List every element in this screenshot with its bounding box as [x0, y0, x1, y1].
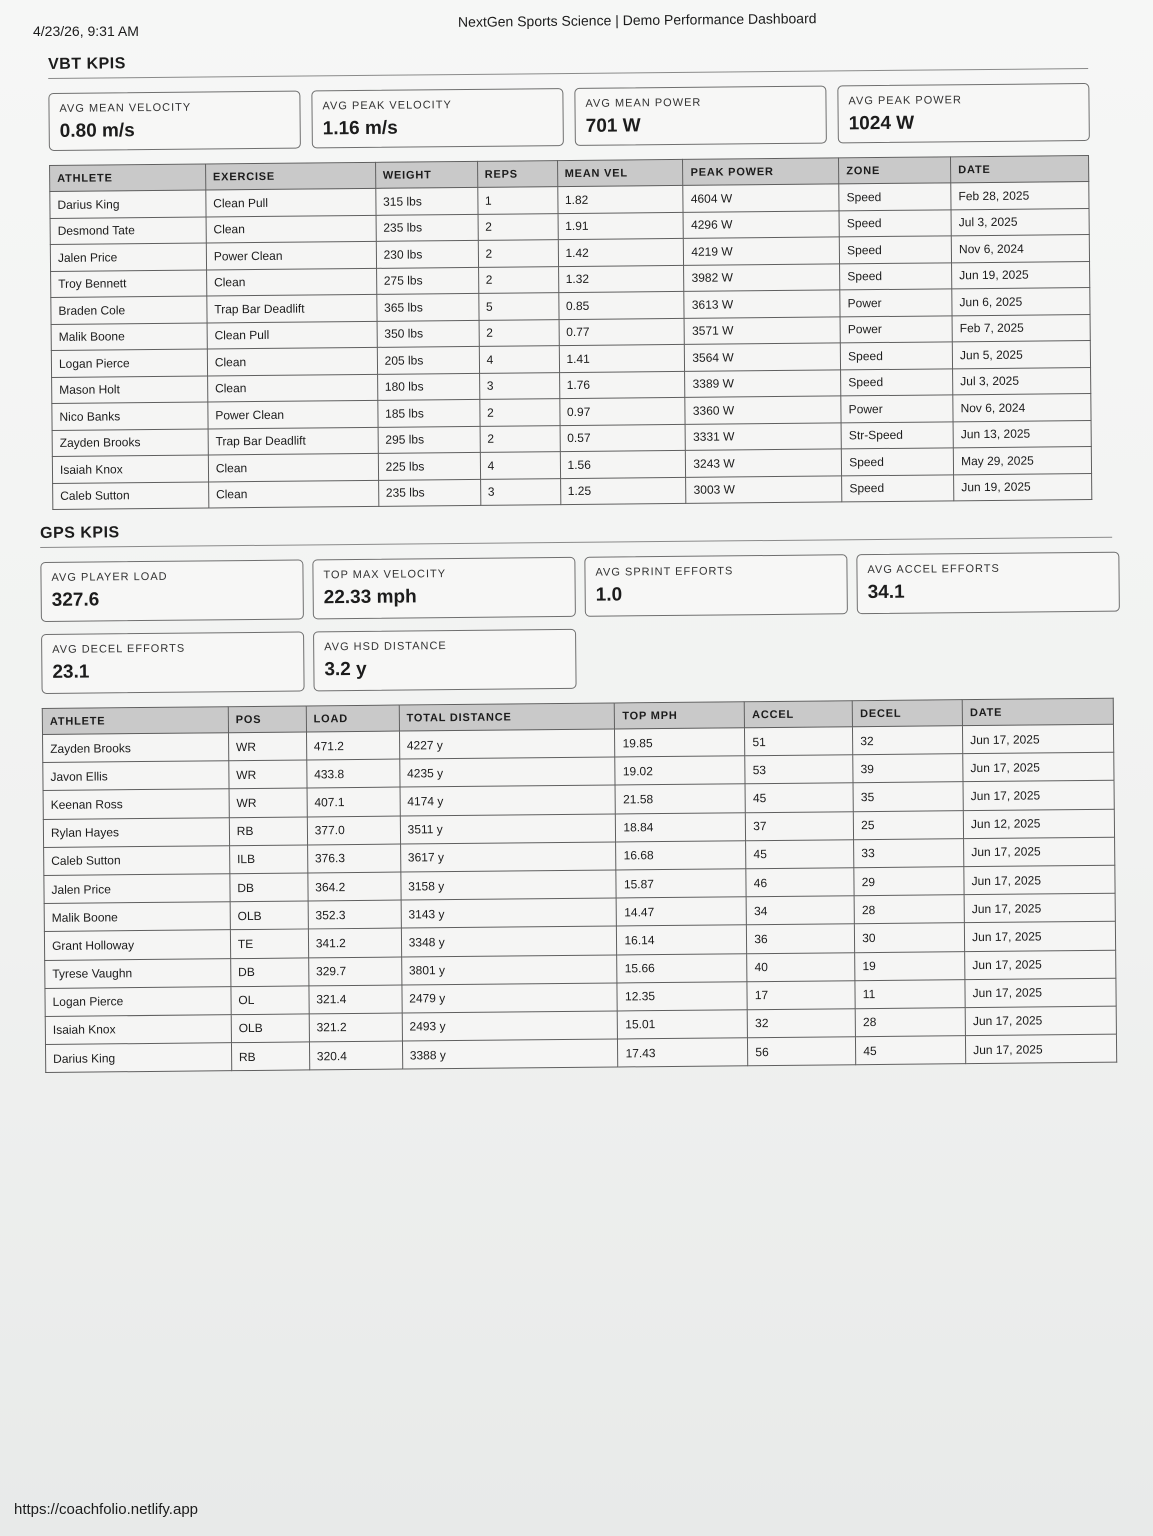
- kpi-value: 23.1: [52, 661, 90, 683]
- column-header: ATHLETE: [50, 164, 206, 191]
- table-cell: 19.02: [615, 756, 745, 785]
- table-cell: Str-Speed: [841, 421, 953, 449]
- table-cell: Logan Pierce: [51, 349, 207, 377]
- gps-kpi-card: [313, 629, 577, 692]
- column-header: REPS: [477, 161, 557, 188]
- table-cell: 1.76: [559, 371, 685, 399]
- table-cell: 352.3: [308, 900, 401, 929]
- gps-kpi-card: [40, 559, 304, 622]
- table-cell: TE: [230, 929, 308, 958]
- table-cell: 0.77: [559, 318, 685, 346]
- table-cell: WR: [229, 788, 307, 817]
- table-cell: 3143 y: [401, 898, 617, 928]
- table-cell: Desmond Tate: [50, 216, 206, 244]
- table-cell: 56: [748, 1037, 856, 1066]
- table-cell: Logan Pierce: [45, 986, 231, 1016]
- table-cell: RB: [229, 817, 307, 846]
- table-cell: Clean Pull: [207, 321, 377, 349]
- table-cell: 471.2: [306, 731, 399, 760]
- table-cell: 32: [853, 726, 963, 755]
- table-cell: 2: [479, 319, 559, 346]
- table-cell: Nov 6, 2024: [951, 235, 1089, 263]
- table-cell: 2: [478, 266, 558, 293]
- table-cell: 365 lbs: [376, 293, 478, 320]
- table-cell: 14.47: [617, 897, 747, 926]
- table-cell: Trap Bar Deadlift: [207, 294, 377, 322]
- table-cell: Isaiah Knox: [45, 1015, 231, 1045]
- table-cell: Power Clean: [206, 241, 376, 269]
- table-cell: Nico Banks: [52, 402, 208, 430]
- table-cell: Jun 13, 2025: [953, 420, 1091, 448]
- table-cell: 53: [745, 755, 853, 784]
- table-cell: 3158 y: [401, 870, 617, 900]
- table-cell: Keenan Ross: [43, 789, 229, 819]
- table-cell: Clean: [208, 480, 378, 508]
- table-cell: Tyrese Vaughn: [45, 958, 231, 988]
- table-cell: 40: [747, 952, 855, 981]
- column-header: ZONE: [839, 157, 951, 184]
- table-cell: 3982 W: [684, 263, 840, 291]
- table-cell: Malik Boone: [44, 902, 230, 932]
- table-cell: Malik Boone: [51, 322, 207, 350]
- table-cell: Javon Ellis: [43, 761, 229, 791]
- table-cell: 46: [746, 868, 854, 897]
- table-cell: 3389 W: [685, 369, 841, 397]
- kpi-label: AVG PLAYER LOAD: [51, 570, 168, 584]
- table-cell: Power Clean: [208, 400, 378, 428]
- table-cell: 29: [854, 867, 964, 896]
- table-cell: Clean Pull: [206, 188, 376, 216]
- table-cell: 4219 W: [684, 237, 840, 265]
- table-cell: 1.25: [560, 477, 686, 505]
- table-cell: 18.84: [616, 812, 746, 841]
- vbt-kpi-card: [311, 88, 564, 148]
- table-cell: Speed: [839, 183, 951, 211]
- table-cell: Jun 17, 2025: [964, 893, 1115, 923]
- table-cell: 2493 y: [402, 1011, 618, 1041]
- column-header: TOP MPH: [615, 702, 745, 729]
- table-cell: 180 lbs: [377, 373, 479, 400]
- table-cell: 2479 y: [402, 983, 618, 1013]
- table-cell: DB: [230, 957, 308, 986]
- gps-kpi-card: [856, 552, 1120, 615]
- table-cell: 3: [480, 478, 560, 505]
- vbt-kpi-card: [574, 86, 827, 146]
- column-header: EXERCISE: [205, 162, 375, 190]
- table-cell: 341.2: [308, 928, 401, 957]
- table-cell: 295 lbs: [378, 426, 480, 453]
- column-header: LOAD: [306, 705, 399, 732]
- table-cell: 4227 y: [399, 729, 615, 759]
- table-cell: 320.4: [309, 1041, 402, 1070]
- table-cell: Zayden Brooks: [52, 428, 208, 456]
- table-cell: 407.1: [307, 787, 400, 816]
- table-cell: Jun 12, 2025: [963, 809, 1114, 839]
- table-cell: 11: [855, 979, 965, 1008]
- table-cell: 377.0: [307, 816, 400, 845]
- gps-table-body: [43, 724, 1117, 1073]
- table-cell: Rylan Hayes: [43, 817, 229, 847]
- table-cell: 2: [479, 399, 559, 426]
- table-cell: 16.68: [616, 840, 746, 869]
- table-cell: Speed: [842, 474, 954, 502]
- table-cell: 1: [477, 187, 557, 214]
- table-cell: 2: [480, 425, 560, 452]
- table-cell: 364.2: [308, 872, 401, 901]
- table-cell: Speed: [839, 236, 951, 264]
- gps-kpi-card: [312, 557, 576, 620]
- table-cell: 0.57: [560, 424, 686, 452]
- table-cell: 3564 W: [685, 343, 841, 371]
- table-cell: Jun 17, 2025: [963, 724, 1114, 754]
- table-cell: Power: [841, 395, 953, 423]
- table-cell: OLB: [230, 901, 308, 930]
- table-cell: Jalen Price: [50, 243, 206, 271]
- table-cell: 2: [478, 213, 558, 240]
- table-cell: Grant Holloway: [44, 930, 230, 960]
- table-cell: Clean: [207, 374, 377, 402]
- table-cell: 17: [747, 980, 855, 1009]
- table-cell: May 29, 2025: [953, 447, 1091, 475]
- table-cell: 12.35: [617, 981, 747, 1010]
- table-cell: 205 lbs: [377, 346, 479, 373]
- table-cell: Jun 17, 2025: [966, 1034, 1117, 1064]
- table-cell: Zayden Brooks: [43, 733, 229, 763]
- table-cell: 321.2: [309, 1013, 402, 1042]
- kpi-label: AVG DECEL EFFORTS: [52, 642, 186, 656]
- table-cell: Clean: [206, 215, 376, 243]
- table-cell: 32: [747, 1009, 855, 1038]
- table-cell: 3801 y: [401, 954, 617, 984]
- table-cell: 230 lbs: [376, 240, 478, 267]
- kpi-label: AVG ACCEL EFFORTS: [867, 562, 1000, 577]
- table-cell: Darius King: [50, 190, 206, 218]
- table-cell: 329.7: [308, 957, 401, 986]
- kpi-label: AVG MEAN VELOCITY: [59, 101, 192, 115]
- table-cell: 19: [855, 951, 965, 980]
- gps-heading: GPS KPIS: [40, 515, 1112, 548]
- vbt-kpi-grid: [48, 83, 1089, 151]
- table-cell: Isaiah Knox: [52, 455, 208, 483]
- table-cell: 4174 y: [400, 785, 616, 815]
- table-cell: 0.97: [559, 397, 685, 425]
- table-cell: 3331 W: [685, 422, 841, 450]
- table-cell: 235 lbs: [378, 479, 480, 506]
- vbt-kpi-card: [837, 83, 1090, 143]
- table-cell: Power: [840, 315, 952, 343]
- table-cell: Speed: [839, 209, 951, 237]
- table-cell: Caleb Sutton: [44, 845, 230, 875]
- column-header: POS: [228, 706, 306, 733]
- table-cell: Feb 7, 2025: [952, 314, 1090, 342]
- table-cell: 16.14: [617, 925, 747, 954]
- kpi-value: 22.33 mph: [323, 586, 417, 609]
- footer-url: https://coachfolio.netlify.app: [14, 1501, 198, 1518]
- kpi-value: 34.1: [867, 581, 905, 604]
- kpi-value: 0.80 m/s: [59, 120, 135, 142]
- table-cell: Jun 5, 2025: [952, 341, 1090, 369]
- table-cell: Caleb Sutton: [53, 481, 209, 509]
- table-cell: Braden Cole: [51, 296, 207, 324]
- table-cell: 185 lbs: [377, 399, 479, 426]
- kpi-label: AVG PEAK POWER: [848, 94, 962, 108]
- kpi-label: TOP MAX VELOCITY: [323, 568, 447, 582]
- table-cell: 4: [480, 452, 560, 479]
- table-cell: 3617 y: [400, 842, 616, 872]
- table-cell: 15.66: [617, 953, 747, 982]
- table-cell: 1.41: [559, 344, 685, 372]
- table-cell: 35: [853, 782, 963, 811]
- table-cell: 1.56: [560, 450, 686, 478]
- table-cell: 34: [746, 896, 854, 925]
- table-cell: 45: [856, 1036, 966, 1065]
- table-cell: 3243 W: [686, 449, 842, 477]
- table-cell: 25: [853, 810, 963, 839]
- table-cell: 4: [479, 346, 559, 373]
- table-cell: 28: [854, 895, 964, 924]
- table-cell: 225 lbs: [378, 452, 480, 479]
- column-header: PEAK POWER: [683, 158, 839, 185]
- kpi-value: 1.16 m/s: [322, 117, 398, 140]
- table-cell: Mason Holt: [52, 375, 208, 403]
- column-header: DATE: [951, 156, 1089, 183]
- vbt-table-body: [50, 182, 1092, 510]
- table-cell: 4296 W: [683, 210, 839, 238]
- page-title: NextGen Sports Science | Demo Performance Dashboard: [457, 10, 817, 30]
- vbt-section: [48, 46, 1092, 510]
- table-cell: Jun 6, 2025: [952, 288, 1090, 316]
- table-cell: 315 lbs: [375, 187, 477, 214]
- table-cell: 3571 W: [684, 316, 840, 344]
- table-cell: Trap Bar Deadlift: [208, 427, 378, 455]
- table-cell: 45: [746, 839, 854, 868]
- table-cell: Jun 17, 2025: [964, 837, 1115, 867]
- table-cell: 3003 W: [686, 475, 842, 503]
- table-cell: 3: [479, 372, 559, 399]
- table-cell: 3511 y: [400, 814, 616, 844]
- table-cell: Jul 3, 2025: [951, 208, 1089, 236]
- kpi-label: AVG PEAK VELOCITY: [322, 99, 452, 113]
- table-cell: OL: [231, 986, 309, 1015]
- table-cell: 19.85: [615, 728, 745, 757]
- column-header: ATHLETE: [42, 707, 228, 735]
- gps-kpi-card: [584, 554, 848, 617]
- table-cell: ILB: [229, 845, 307, 874]
- column-header: DECEL: [852, 700, 962, 727]
- table-cell: 4235 y: [399, 757, 615, 787]
- table-cell: Jun 17, 2025: [965, 978, 1116, 1008]
- gps-kpi-grid: [40, 552, 1113, 694]
- table-cell: Jun 17, 2025: [964, 865, 1115, 895]
- column-header: DATE: [962, 698, 1113, 725]
- column-header: MEAN VEL: [557, 159, 683, 186]
- table-cell: 1.82: [557, 185, 683, 213]
- table-cell: Jun 17, 2025: [964, 922, 1115, 952]
- table-cell: Jalen Price: [44, 874, 230, 904]
- table-cell: Darius King: [45, 1043, 231, 1073]
- table-cell: OLB: [231, 1014, 309, 1043]
- table-cell: Clean: [208, 453, 378, 481]
- table-cell: Troy Bennett: [51, 269, 207, 297]
- table-cell: 321.4: [309, 985, 402, 1014]
- table-cell: 235 lbs: [376, 214, 478, 241]
- table-cell: WR: [228, 732, 306, 761]
- table-cell: Speed: [841, 342, 953, 370]
- table-cell: 45: [745, 783, 853, 812]
- table-cell: Clean: [207, 347, 377, 375]
- vbt-kpi-card: [48, 91, 301, 151]
- table-cell: 376.3: [307, 844, 400, 873]
- table-cell: Nov 6, 2024: [953, 394, 1091, 422]
- table-cell: 275 lbs: [376, 267, 478, 294]
- table-cell: Jun 19, 2025: [952, 261, 1090, 289]
- table-cell: 3348 y: [401, 926, 617, 956]
- table-cell: Jun 17, 2025: [963, 781, 1114, 811]
- table-cell: 5: [478, 293, 558, 320]
- table-cell: WR: [229, 760, 307, 789]
- table-cell: 1.91: [558, 212, 684, 240]
- table-cell: Jun 19, 2025: [954, 473, 1092, 501]
- table-cell: 51: [745, 727, 853, 756]
- table-cell: 39: [853, 754, 963, 783]
- gps-table: [42, 698, 1117, 1074]
- table-cell: 4604 W: [683, 184, 839, 212]
- gps-section: [40, 515, 1117, 1074]
- table-cell: 33: [854, 838, 964, 867]
- kpi-value: 1024 W: [848, 112, 915, 135]
- table-cell: 3388 y: [402, 1039, 618, 1069]
- table-cell: 0.85: [558, 291, 684, 319]
- kpi-value: 1.0: [595, 584, 623, 606]
- table-cell: Speed: [842, 448, 954, 476]
- table-cell: Feb 28, 2025: [951, 182, 1089, 210]
- table-cell: Speed: [840, 262, 952, 290]
- table-cell: 15.87: [616, 869, 746, 898]
- table-cell: 37: [746, 811, 854, 840]
- table-cell: 433.8: [307, 759, 400, 788]
- table-cell: Clean: [206, 268, 376, 296]
- kpi-value: 3.2 y: [324, 658, 367, 681]
- table-cell: 30: [855, 923, 965, 952]
- table-cell: Jun 17, 2025: [963, 752, 1114, 782]
- table-cell: 3360 W: [685, 396, 841, 424]
- print-date: 4/23/26, 9:31 AM: [33, 23, 139, 39]
- table-cell: 36: [747, 924, 855, 953]
- table-cell: Power: [840, 289, 952, 317]
- table-cell: 2: [478, 240, 558, 267]
- kpi-label: AVG SPRINT EFFORTS: [595, 565, 734, 579]
- table-cell: 21.58: [615, 784, 745, 813]
- table-cell: Jul 3, 2025: [953, 367, 1091, 395]
- kpi-label: AVG HSD DISTANCE: [324, 640, 447, 654]
- table-cell: Speed: [841, 368, 953, 396]
- table-cell: 1.42: [558, 238, 684, 266]
- kpi-value: 327.6: [51, 589, 100, 611]
- table-cell: 350 lbs: [377, 320, 479, 347]
- column-header: WEIGHT: [375, 161, 477, 188]
- table-cell: 28: [855, 1008, 965, 1037]
- kpi-label: AVG MEAN POWER: [585, 96, 702, 110]
- kpi-value: 701 W: [585, 115, 641, 137]
- table-cell: RB: [231, 1042, 309, 1071]
- table-cell: 17.43: [618, 1038, 748, 1067]
- column-header: TOTAL DISTANCE: [399, 703, 615, 731]
- table-cell: 15.01: [618, 1010, 748, 1039]
- gps-kpi-card: [41, 631, 305, 694]
- table-cell: 1.32: [558, 265, 684, 293]
- table-cell: 3613 W: [684, 290, 840, 318]
- vbt-table: [49, 155, 1092, 510]
- column-header: ACCEL: [745, 701, 853, 728]
- table-cell: DB: [230, 873, 308, 902]
- table-cell: Jun 17, 2025: [965, 950, 1116, 980]
- vbt-heading: VBT KPIS: [48, 46, 1088, 79]
- table-cell: Jun 17, 2025: [965, 1006, 1116, 1036]
